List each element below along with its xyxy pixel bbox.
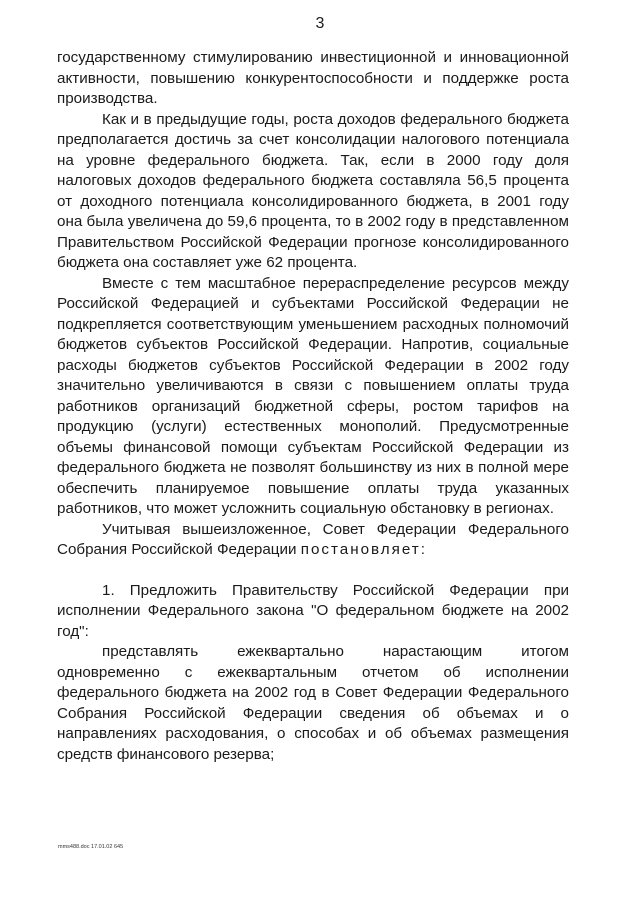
paragraph-decree — [57, 520, 569, 561]
footer-file-mark: mms488.doc 17.01.02 645 — [58, 844, 124, 850]
paragraph-tax-revenue: Как и в предыдущие годы, роста доходов федерального бюджета предполагается достичь за счет консолидации налогового потенциала на уровне федерального бюджета. Так, если в 2000 году доля налоговых доходов федерального бюджета составляла 56,5 процента от доходного потенциала консолидированного бюджета, в 2001 году она была увеличена до 59,6 процента, то в 2002 году в представленном Правительством Российской Федерации прогнозе консолидированного бюджета она составляет уже 62 процента. — [57, 110, 569, 271]
decree-item-1: 1. Предложить Правительству Российской Федерации при исполнении Федерального закона "О федеральном бюджете на 2002 год": — [57, 581, 569, 640]
decree-word: постановляет: — [300, 541, 427, 558]
document-body — [57, 48, 569, 765]
decree-item-1-sub: представлять ежеквартально нарастающим итогом одновременно с ежеквартальным отчетом об исполнении федерального бюджета на 2002 год в Совет Федерации Федерального Собрания Российской Федерации сведения об объемах и о направлениях расходования, о способах и об объемах размещения средств финансового резерва; — [57, 643, 569, 763]
page-number: 3 — [315, 15, 325, 32]
paragraph-continuation: государственному стимулированию инвестиционной и инновационной активности, повышению конкурентоспособности и поддержке роста производства. — [57, 49, 569, 107]
paragraph-regional-expenses: Вместе с тем масштабное перераспределение ресурсов между Российской Федерацией и субъектами Российской Федерации не подкрепляется соответствующим уменьшением расходных полномочий бюджетов субъектов Российской Федерации. Напротив, социальные расходы бюджетов субъектов Российской Федерации в 2002 году значительно увеличиваются в связи с повышением оплаты труда работников организаций бюджетной сферы, ростом тарифов на продукцию (услуги) естественных монополий. Предусмотренные объемы финансовой помощи субъектам Российской Федерации из федерального бюджета не позволят большинству из них в полной мере обеспечить планируемое повышение оплаты труда указанных работников, что может усложнить социальную обстановку в регионах. — [57, 274, 569, 517]
decree-intro: Учитывая вышеизложенное, Совет Федерации Федерального Собрания Российской Федерации — [57, 520, 569, 558]
